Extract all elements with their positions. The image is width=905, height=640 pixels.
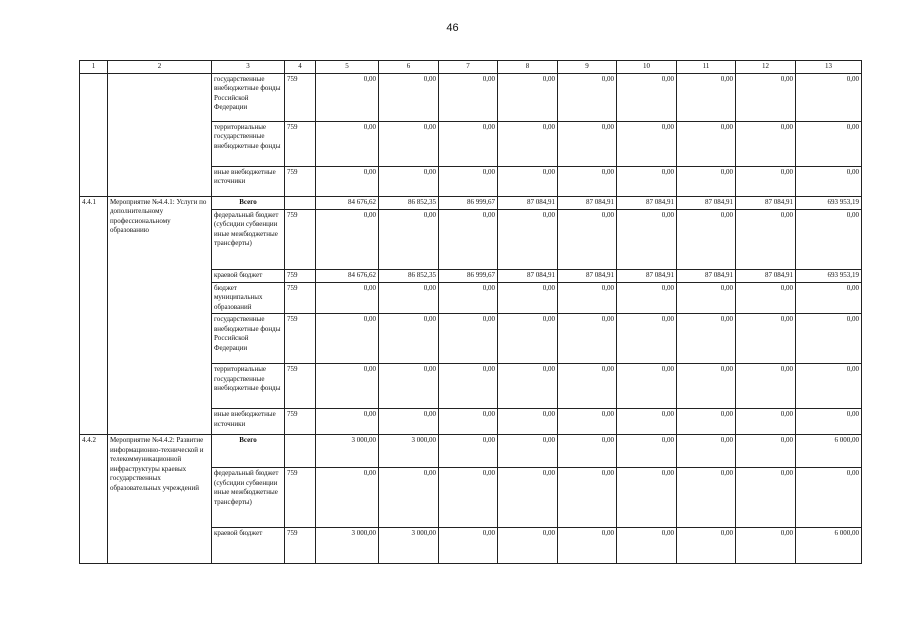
header-cell: 2 bbox=[108, 61, 212, 74]
value-cell: 0,00 bbox=[379, 121, 439, 166]
funding-source: государственные внебюджетные фонды Российской Федерации bbox=[212, 73, 285, 121]
value-cell: 0,00 bbox=[677, 409, 736, 435]
value-cell: 0,00 bbox=[439, 435, 498, 468]
value-cell: 3 000,00 bbox=[316, 528, 379, 564]
value-cell: 0,00 bbox=[796, 282, 862, 314]
budget-code: 759 bbox=[285, 314, 316, 364]
value-cell: 0,00 bbox=[677, 528, 736, 564]
value-cell: 0,00 bbox=[796, 409, 862, 435]
value-cell: 0,00 bbox=[796, 314, 862, 364]
value-cell: 0,00 bbox=[677, 121, 736, 166]
value-cell: 0,00 bbox=[558, 364, 617, 409]
value-cell: 0,00 bbox=[677, 209, 736, 269]
value-cell: 0,00 bbox=[558, 121, 617, 166]
value-cell: 0,00 bbox=[736, 121, 796, 166]
value-cell: 87 084,91 bbox=[558, 196, 617, 209]
value-cell: 0,00 bbox=[677, 314, 736, 364]
value-cell: 87 084,91 bbox=[677, 196, 736, 209]
budget-code bbox=[285, 196, 316, 209]
value-cell: 0,00 bbox=[439, 468, 498, 528]
value-cell: 0,00 bbox=[558, 528, 617, 564]
value-cell: 0,00 bbox=[796, 209, 862, 269]
value-cell: 0,00 bbox=[558, 468, 617, 528]
value-cell: 0,00 bbox=[558, 166, 617, 196]
value-cell: 0,00 bbox=[558, 409, 617, 435]
header-cell: 3 bbox=[212, 61, 285, 74]
value-cell: 0,00 bbox=[316, 209, 379, 269]
value-cell: 0,00 bbox=[617, 364, 677, 409]
value-cell: 0,00 bbox=[617, 121, 677, 166]
value-cell: 0,00 bbox=[617, 409, 677, 435]
budget-code: 759 bbox=[285, 364, 316, 409]
budget-table bbox=[79, 60, 862, 564]
value-cell: 0,00 bbox=[379, 468, 439, 528]
table-body bbox=[80, 61, 862, 564]
value-cell: 87 084,91 bbox=[736, 269, 796, 282]
budget-code: 759 bbox=[285, 73, 316, 121]
value-cell: 0,00 bbox=[617, 73, 677, 121]
value-cell: 0,00 bbox=[617, 314, 677, 364]
row-number bbox=[80, 73, 108, 196]
value-cell: 0,00 bbox=[736, 409, 796, 435]
header-cell: 11 bbox=[677, 61, 736, 74]
page-number: 46 bbox=[446, 22, 459, 34]
header-cell: 7 bbox=[439, 61, 498, 74]
value-cell: 0,00 bbox=[736, 73, 796, 121]
funding-source: бюджет муниципальных образований bbox=[212, 282, 285, 314]
value-cell: 86 999,67 bbox=[439, 196, 498, 209]
value-cell: 0,00 bbox=[439, 166, 498, 196]
value-cell: 0,00 bbox=[316, 409, 379, 435]
table-row bbox=[80, 73, 862, 121]
value-cell: 0,00 bbox=[439, 209, 498, 269]
value-cell: 0,00 bbox=[558, 282, 617, 314]
value-cell: 0,00 bbox=[796, 121, 862, 166]
value-cell: 0,00 bbox=[736, 468, 796, 528]
value-cell: 0,00 bbox=[498, 73, 558, 121]
value-cell: 87 084,91 bbox=[736, 196, 796, 209]
budget-code: 759 bbox=[285, 209, 316, 269]
table-row bbox=[80, 435, 862, 468]
value-cell: 0,00 bbox=[439, 528, 498, 564]
header-cell: 13 bbox=[796, 61, 862, 74]
funding-source: краевой бюджет bbox=[212, 269, 285, 282]
value-cell: 0,00 bbox=[379, 209, 439, 269]
funding-source: краевой бюджет bbox=[212, 528, 285, 564]
value-cell: 87 084,91 bbox=[558, 269, 617, 282]
value-cell: 86 852,35 bbox=[379, 269, 439, 282]
value-cell: 0,00 bbox=[439, 73, 498, 121]
value-cell: 0,00 bbox=[736, 166, 796, 196]
budget-code: 759 bbox=[285, 121, 316, 166]
value-cell: 0,00 bbox=[498, 364, 558, 409]
budget-code: 759 bbox=[285, 468, 316, 528]
value-cell: 0,00 bbox=[677, 282, 736, 314]
value-cell: 0,00 bbox=[677, 166, 736, 196]
value-cell: 3 000,00 bbox=[379, 528, 439, 564]
budget-code: 759 bbox=[285, 409, 316, 435]
value-cell: 693 953,19 bbox=[796, 196, 862, 209]
table-row bbox=[80, 196, 862, 209]
value-cell: 0,00 bbox=[439, 121, 498, 166]
value-cell: 0,00 bbox=[617, 209, 677, 269]
value-cell: 6 000,00 bbox=[796, 435, 862, 468]
value-cell: 0,00 bbox=[439, 282, 498, 314]
value-cell: 693 953,19 bbox=[796, 269, 862, 282]
value-cell: 0,00 bbox=[736, 209, 796, 269]
value-cell: 3 000,00 bbox=[379, 435, 439, 468]
value-cell: 87 084,91 bbox=[677, 269, 736, 282]
value-cell: 0,00 bbox=[677, 468, 736, 528]
value-cell: 0,00 bbox=[558, 314, 617, 364]
value-cell: 0,00 bbox=[316, 121, 379, 166]
value-cell: 84 676,62 bbox=[316, 269, 379, 282]
header-cell: 4 bbox=[285, 61, 316, 74]
value-cell: 0,00 bbox=[796, 73, 862, 121]
value-cell: 0,00 bbox=[498, 314, 558, 364]
value-cell: 6 000,00 bbox=[796, 528, 862, 564]
value-cell: 0,00 bbox=[558, 209, 617, 269]
funding-source: федеральный бюджет (субсидии субвенции иные межбюджетные трансферты) bbox=[212, 209, 285, 269]
header-cell: 9 bbox=[558, 61, 617, 74]
value-cell: 87 084,91 bbox=[498, 269, 558, 282]
value-cell: 87 084,91 bbox=[498, 196, 558, 209]
budget-code: 759 bbox=[285, 166, 316, 196]
header-cell: 1 bbox=[80, 61, 108, 74]
value-cell: 0,00 bbox=[796, 364, 862, 409]
funding-source: иные внебюджетные источники bbox=[212, 166, 285, 196]
value-cell: 0,00 bbox=[677, 435, 736, 468]
value-cell: 0,00 bbox=[316, 166, 379, 196]
value-cell: 0,00 bbox=[617, 282, 677, 314]
value-cell: 0,00 bbox=[617, 166, 677, 196]
budget-code: 759 bbox=[285, 269, 316, 282]
value-cell: 0,00 bbox=[498, 121, 558, 166]
value-cell: 0,00 bbox=[736, 528, 796, 564]
value-cell: 0,00 bbox=[498, 435, 558, 468]
header-cell: 12 bbox=[736, 61, 796, 74]
measure-name: Мероприятие №4.4.2: Развитие информационно-технической и телекоммуникационной инфраструктуры краевых государственных образовательных учреждений bbox=[108, 435, 212, 564]
measure-name bbox=[108, 73, 212, 196]
value-cell: 0,00 bbox=[379, 364, 439, 409]
value-cell: 0,00 bbox=[316, 314, 379, 364]
value-cell: 0,00 bbox=[736, 314, 796, 364]
value-cell: 0,00 bbox=[379, 166, 439, 196]
value-cell: 0,00 bbox=[558, 435, 617, 468]
value-cell: 0,00 bbox=[316, 468, 379, 528]
value-cell: 0,00 bbox=[498, 166, 558, 196]
budget-code: 759 bbox=[285, 528, 316, 564]
funding-source: федеральный бюджет (субсидии субвенции иные межбюджетные трансферты) bbox=[212, 468, 285, 528]
funding-source: иные внебюджетные источники bbox=[212, 409, 285, 435]
funding-source: Всего bbox=[212, 196, 285, 209]
funding-source: территориальные государственные внебюджетные фонды bbox=[212, 364, 285, 409]
value-cell: 0,00 bbox=[439, 314, 498, 364]
value-cell: 0,00 bbox=[316, 73, 379, 121]
funding-source: территориальные государственные внебюджетные фонды bbox=[212, 121, 285, 166]
value-cell: 0,00 bbox=[498, 528, 558, 564]
value-cell: 0,00 bbox=[736, 364, 796, 409]
row-number: 4.4.1 bbox=[80, 196, 108, 435]
value-cell: 0,00 bbox=[498, 209, 558, 269]
value-cell: 86 999,67 bbox=[439, 269, 498, 282]
value-cell: 0,00 bbox=[558, 73, 617, 121]
budget-code: 759 bbox=[285, 282, 316, 314]
value-cell: 0,00 bbox=[498, 468, 558, 528]
value-cell: 0,00 bbox=[439, 364, 498, 409]
value-cell: 87 084,91 bbox=[617, 196, 677, 209]
value-cell: 86 852,35 bbox=[379, 196, 439, 209]
value-cell: 0,00 bbox=[617, 468, 677, 528]
value-cell: 0,00 bbox=[736, 282, 796, 314]
value-cell: 0,00 bbox=[316, 364, 379, 409]
value-cell: 0,00 bbox=[677, 73, 736, 121]
value-cell: 0,00 bbox=[498, 282, 558, 314]
value-cell: 0,00 bbox=[439, 409, 498, 435]
measure-name: Мероприятие №4.4.1: Услуги по дополнительному профессиональному образованию bbox=[108, 196, 212, 435]
budget-code bbox=[285, 435, 316, 468]
value-cell: 0,00 bbox=[379, 409, 439, 435]
value-cell: 0,00 bbox=[617, 435, 677, 468]
value-cell: 0,00 bbox=[379, 314, 439, 364]
value-cell: 0,00 bbox=[316, 282, 379, 314]
value-cell: 0,00 bbox=[796, 468, 862, 528]
value-cell: 0,00 bbox=[617, 528, 677, 564]
row-number: 4.4.2 bbox=[80, 435, 108, 564]
header-row bbox=[80, 61, 862, 74]
header-cell: 8 bbox=[498, 61, 558, 74]
value-cell: 3 000,00 bbox=[316, 435, 379, 468]
value-cell: 0,00 bbox=[379, 282, 439, 314]
header-cell: 10 bbox=[617, 61, 677, 74]
value-cell: 0,00 bbox=[379, 73, 439, 121]
value-cell: 0,00 bbox=[736, 435, 796, 468]
value-cell: 0,00 bbox=[677, 364, 736, 409]
value-cell: 84 676,62 bbox=[316, 196, 379, 209]
value-cell: 87 084,91 bbox=[617, 269, 677, 282]
funding-source: Всего bbox=[212, 435, 285, 468]
funding-source: государственные внебюджетные фонды Российской Федерации bbox=[212, 314, 285, 364]
header-cell: 6 bbox=[379, 61, 439, 74]
header-cell: 5 bbox=[316, 61, 379, 74]
value-cell: 0,00 bbox=[796, 166, 862, 196]
value-cell: 0,00 bbox=[498, 409, 558, 435]
